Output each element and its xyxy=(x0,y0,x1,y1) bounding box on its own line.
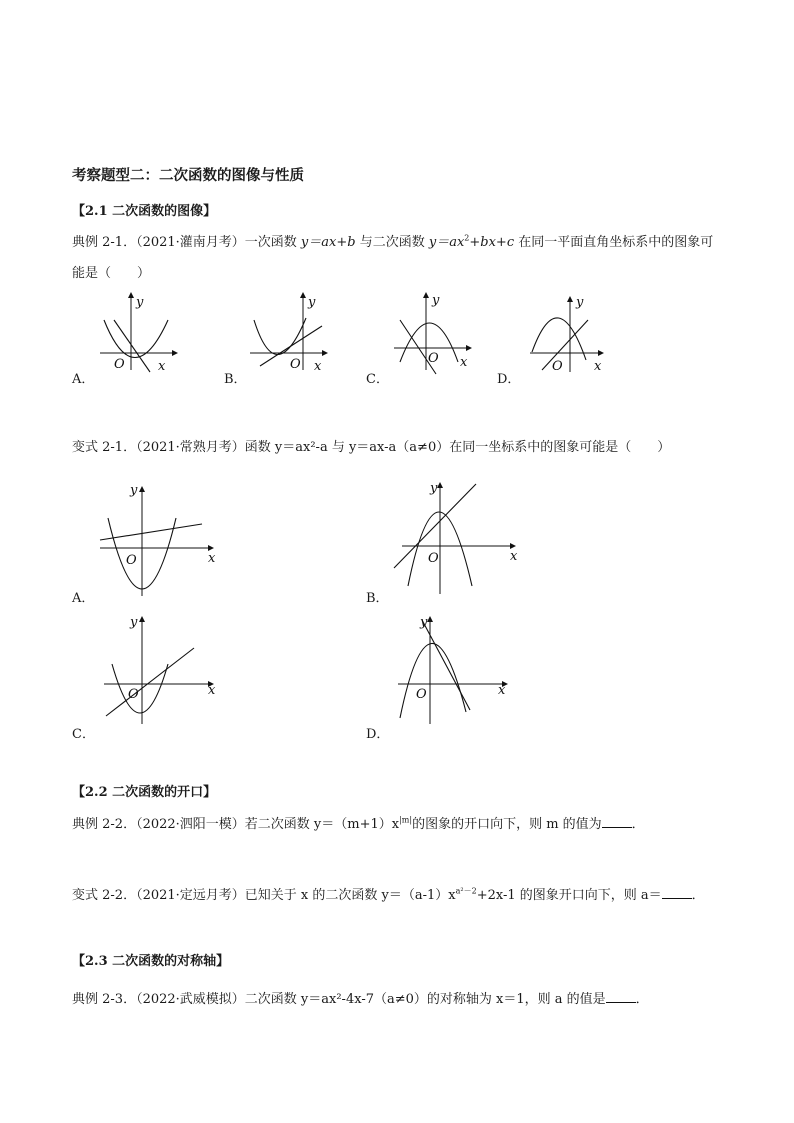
example-2-1-line1 xyxy=(72,231,713,250)
option-d-var-2-1[interactable]: D． xyxy=(366,727,390,742)
origin-label: O xyxy=(128,687,139,702)
graph-var-2-1-c xyxy=(98,612,223,727)
example-2-1-line2: 能是（ ） xyxy=(72,266,151,281)
example-2-3-end: ． xyxy=(635,992,649,1007)
origin-label: O xyxy=(428,351,439,366)
axis-y-label: y xyxy=(420,615,428,630)
axis-x-label: x xyxy=(314,359,322,374)
axis-y-label: y xyxy=(432,293,440,308)
example-2-2-exponent: |m| xyxy=(399,815,413,825)
axis-y-label: y xyxy=(576,295,584,310)
example-2-2-text-b: 的图象的开口向下，则 m 的值为 xyxy=(412,817,602,832)
example-2-1-text-a: 典例 2-1．（2021·灌南月考）一次函数 xyxy=(72,235,301,250)
variant-2-2-text-a: 变式 2-2．（2021·定远月考）已知关于 x 的二次函数 y＝（a-1）x xyxy=(72,888,456,903)
subsection-title-2-1: 【2.1 二次函数的图像】 xyxy=(72,204,217,219)
example-2-2-end: ． xyxy=(631,817,645,832)
example-2-3-text-a: 典例 2-3．（2022·武威模拟）二次函数 y＝ax²-4x-7（a≠0）的对称轴为 x＝1，则 a 的值是 xyxy=(72,992,606,1007)
axis-x-label: x xyxy=(594,359,602,374)
graph-2-1-c xyxy=(392,290,472,375)
axis-y-label: y xyxy=(136,295,144,310)
answer-blank[interactable] xyxy=(602,815,632,828)
formula-quadratic-tail: +bx+c xyxy=(469,235,515,250)
variant-2-2-text-b: +2x-1 的图象开口向下，则 a＝ xyxy=(476,888,662,903)
axis-x-label: x xyxy=(498,683,506,698)
axis-y-label: y xyxy=(308,295,316,310)
variant-2-1-line: 变式 2-1．（2021·常熟月考）函数 y＝ax²-a 与 y＝ax-a（a≠0）在同一坐标系中的图象可能是（ ） xyxy=(72,440,671,455)
formula-quadratic: y＝ax xyxy=(428,235,465,250)
example-2-1-text-c: 在同一平面直角坐标系中的图象可 xyxy=(514,235,714,250)
example-2-3-line xyxy=(72,988,649,1007)
example-2-1-text-b: 与二次函数 xyxy=(355,235,429,250)
variant-2-2-exponent: a²－2 xyxy=(455,886,477,896)
option-a-var-2-1[interactable]: A． xyxy=(72,591,95,606)
option-c-var-2-1[interactable]: C． xyxy=(72,727,95,742)
axis-y-label: y xyxy=(130,483,138,498)
origin-label: O xyxy=(114,357,125,372)
axis-x-label: x xyxy=(460,355,468,370)
formula-exponent: 2 xyxy=(464,233,470,243)
option-b-var-2-1[interactable]: B． xyxy=(366,591,389,606)
subsection-title-2-2: 【2.2 二次函数的开口】 xyxy=(72,785,217,800)
axis-y-label: y xyxy=(430,481,438,496)
origin-label: O xyxy=(126,553,137,568)
graph-var-2-1-b xyxy=(392,478,517,598)
option-b-2-1[interactable]: B． xyxy=(224,372,247,387)
axis-y-label: y xyxy=(130,615,138,630)
example-2-2-text-a: 典例 2-2．（2022·泗阳一模）若二次函数 y＝（m+1）x xyxy=(72,817,400,832)
option-a-2-1[interactable]: A． xyxy=(72,372,95,387)
graph-var-2-1-d xyxy=(392,612,517,727)
answer-blank[interactable] xyxy=(662,886,692,899)
origin-label: O xyxy=(552,359,563,374)
axis-x-label: x xyxy=(208,551,216,566)
axis-x-label: x xyxy=(158,359,166,374)
option-d-2-1[interactable]: D． xyxy=(497,372,521,387)
variant-2-2-line xyxy=(72,884,705,903)
origin-label: O xyxy=(416,687,427,702)
section-title: 考察题型二：二次函数的图像与性质 xyxy=(72,167,304,184)
origin-label: O xyxy=(290,357,301,372)
graph-2-1-d xyxy=(528,290,608,375)
graph-2-1-a xyxy=(98,290,178,375)
graph-var-2-1-a xyxy=(98,480,223,600)
axis-x-label: x xyxy=(208,683,216,698)
origin-label: O xyxy=(428,551,439,566)
answer-blank[interactable] xyxy=(606,990,636,1003)
formula-linear: y＝ax+b xyxy=(300,235,356,250)
graph-2-1-b xyxy=(248,290,328,375)
axis-x-label: x xyxy=(510,549,518,564)
variant-2-2-end: ． xyxy=(691,888,705,903)
option-c-2-1[interactable]: C． xyxy=(366,372,389,387)
example-2-2-line xyxy=(72,813,645,832)
subsection-title-2-3: 【2.3 二次函数的对称轴】 xyxy=(72,954,230,969)
